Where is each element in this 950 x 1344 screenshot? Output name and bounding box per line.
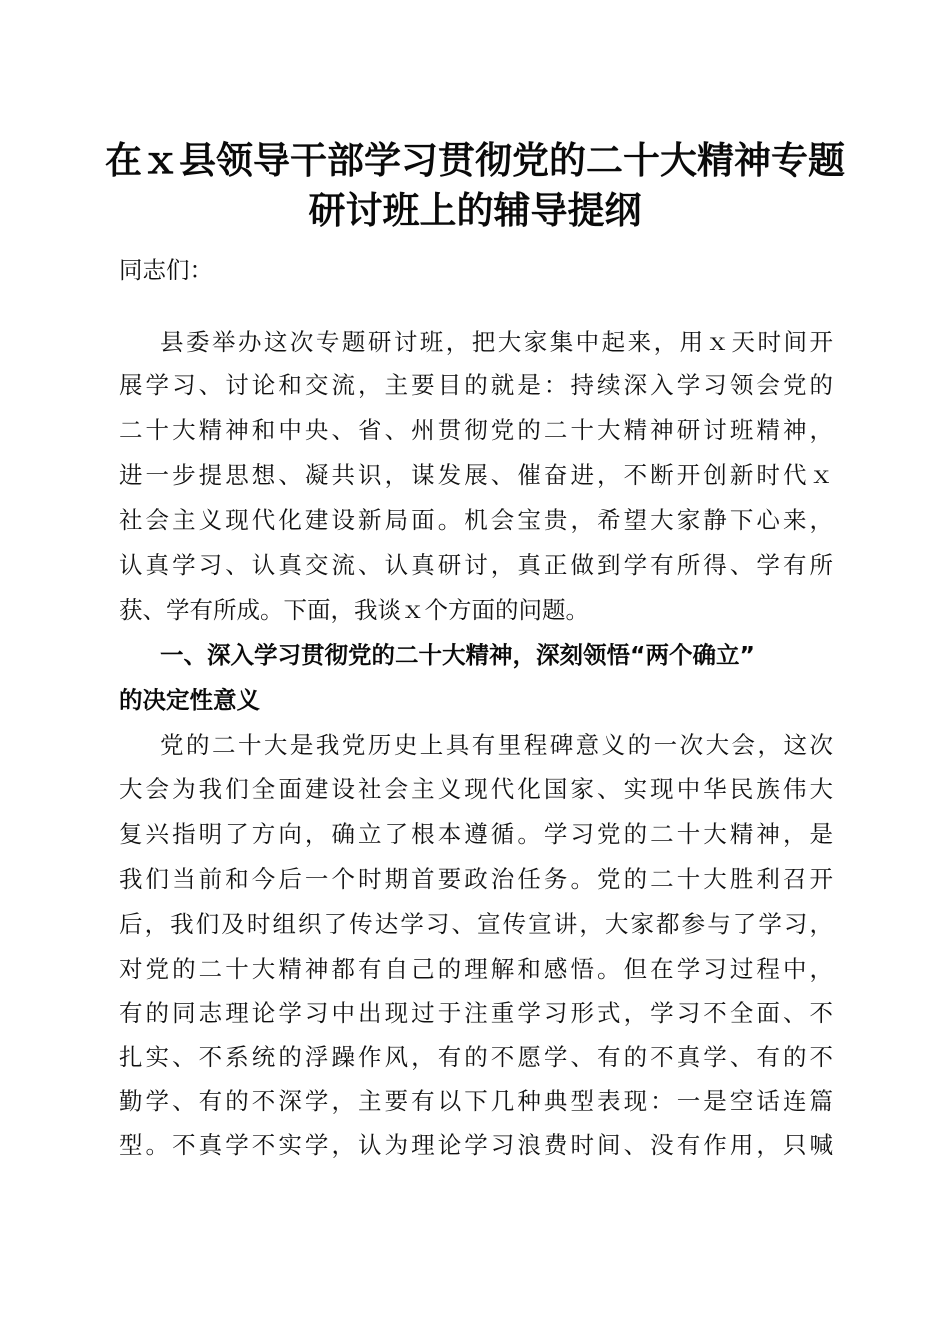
paragraph-1-line-2: 展学习、讨论和交流，主要目的就是：持续深入学习领会党的 <box>119 371 833 399</box>
paragraph-2-line-10: 型。不真学不实学，认为理论学习浪费时间、没有作用，只喊 <box>119 1131 833 1159</box>
paragraph-2-line-8: 扎实、不系统的浮躁作风，有的不愿学、有的不真学、有的不 <box>119 1043 833 1071</box>
document-title-line-2: 研讨班上的辅导提纲 <box>308 188 642 232</box>
section-heading-1-line-2: 的决定性意义 <box>119 686 260 714</box>
paragraph-2-line-5: 后，我们及时组织了传达学习、宣传宣讲，大家都参与了学习， <box>119 910 833 938</box>
paragraph-1-line-6: 认真学习、认真交流、认真研讨，真正做到学有所得、学有所 <box>119 551 833 579</box>
paragraph-2-line-2: 大会为我们全面建设社会主义现代化国家、实现中华民族伟大 <box>119 775 833 803</box>
paragraph-2-line-1: 党的二十大是我党历史上具有里程碑意义的一次大会，这次 <box>160 731 833 759</box>
paragraph-1-line-5: 社会主义现代化建设新局面。机会宝贵，希望大家静下心来， <box>119 506 833 534</box>
paragraph-2-line-9: 勤学、有的不深学，主要有以下几种典型表现：一是空话连篇 <box>119 1087 833 1115</box>
paragraph-1-line-7: 获、学有所成。下面，我谈ｘ个方面的问题。 <box>119 596 589 624</box>
section-heading-1-line-1: 一、深入学习贯彻党的二十大精神，深刻领悟“两个确立” <box>160 641 755 669</box>
paragraph-1-line-4: 进一步提思想、凝共识，谋发展、催奋进，不断开创新时代ｘ <box>119 461 833 489</box>
paragraph-2-line-6: 对党的二十大精神都有自己的理解和感悟。但在学习过程中， <box>119 955 833 983</box>
paragraph-2-line-4: 我们当前和今后一个时期首要政治任务。党的二十大胜利召开 <box>119 865 833 893</box>
paragraph-1-line-1: 县委举办这次专题研讨班，把大家集中起来，用ｘ天时间开 <box>160 328 833 356</box>
salutation: 同志们： <box>119 256 213 284</box>
paragraph-2-line-3: 复兴指明了方向，确立了根本遵循。学习党的二十大精神，是 <box>119 820 833 848</box>
document-title-line-1: 在ｘ县领导干部学习贯彻党的二十大精神专题 <box>105 138 845 182</box>
paragraph-1-line-3: 二十大精神和中央、省、州贯彻党的二十大精神研讨班精神， <box>119 416 833 444</box>
paragraph-2-line-7: 有的同志理论学习中出现过于注重学习形式，学习不全面、不 <box>119 999 833 1027</box>
